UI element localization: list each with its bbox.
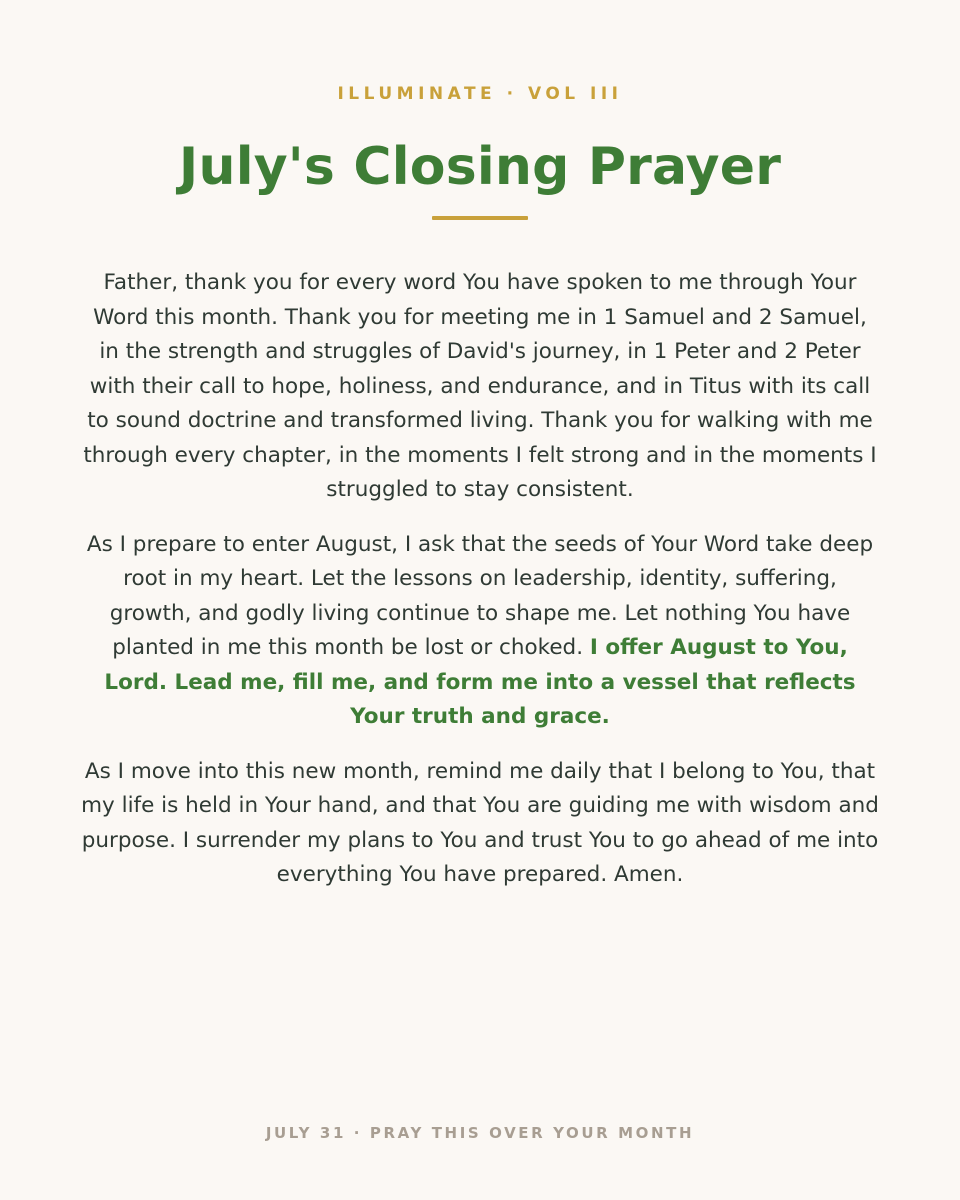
series-eyebrow: ILLUMINATE · VOL III — [337, 84, 623, 104]
prayer-paragraph-1: Father, thank you for every word You have spoken to me through Your Word this month. Thank you for meeting me in 1 Samuel and 2 Samuel, in the strength and struggles of David's journey, in 1 Peter and 2 Peter with their call to hope, holiness, and endurance, and in Titus with its call to sound doctrine and transformed living. Thank you for walking with me through every chapter, in the moments I felt strong and in the moments I struggled to stay consistent. — [83, 270, 877, 502]
title-divider — [432, 216, 528, 220]
prayer-paragraph-3: As I move into this new month, remind me daily that I belong to You, that my life is held in Your hand, and that You are guiding me with wisdom and purpose. I surrender my plans to You and trust You to go ahead of me into everything You have prepared. Amen. — [81, 758, 879, 887]
prayer-paragraph-2 — [80, 528, 880, 735]
page-title: July's Closing Prayer — [178, 137, 782, 197]
prayer-paragraph-2-text: As I prepare to enter August, I ask that the seeds of Your Word take deep root in my heart. Let the lessons on leadership, identity, suffering, growth, and godly living continue to shape me. Let nothing You have planted in me this month be lost or choked. — [86, 531, 874, 660]
prayer-body — [80, 266, 880, 913]
footer-caption: JULY 31 · PRAY THIS OVER YOUR MONTH — [265, 1124, 695, 1142]
prayer-highlight: I offer August to You, Lord. Lead me, fill me, and form me into a vessel that reflects Your truth and grace. — [104, 635, 856, 729]
